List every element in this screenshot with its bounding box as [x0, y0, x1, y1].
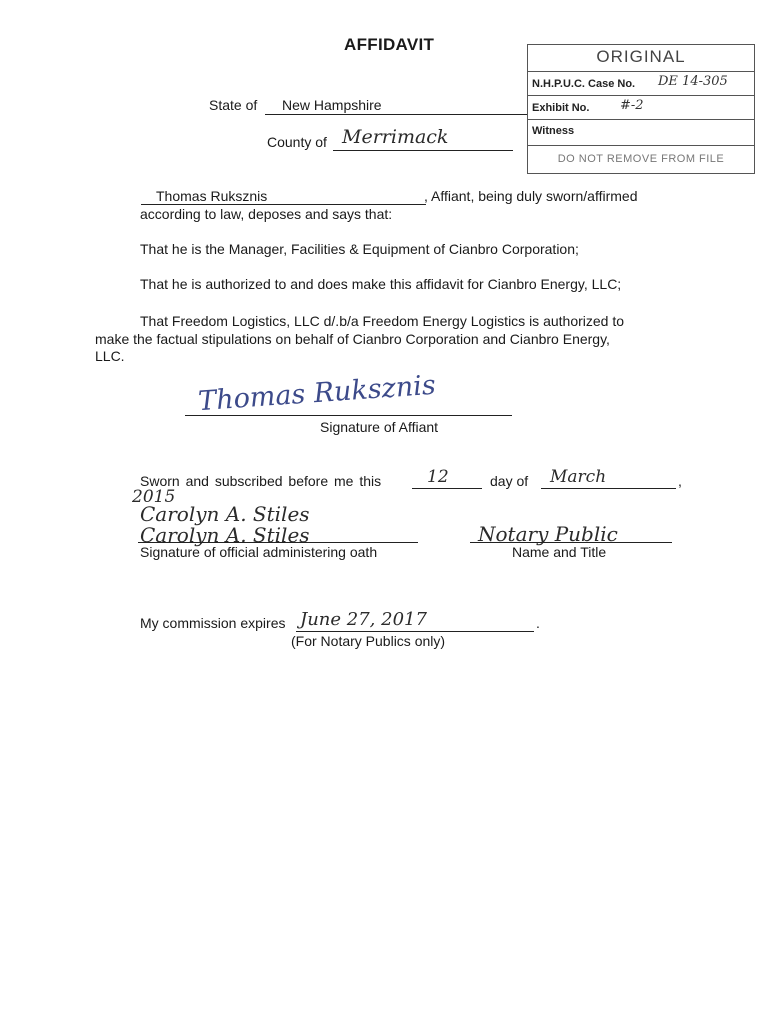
case-number-label: N.H.P.U.C. Case No.: [532, 78, 636, 90]
stamp-heading: ORIGINAL: [596, 47, 686, 66]
sworn-year: 2015: [132, 487, 176, 507]
exhibit-number-label: Exhibit No.: [532, 102, 590, 114]
state-label: State of: [209, 97, 258, 113]
statement-freedom-line2: make the factual stipulations on behalf of Cianbro Corporation and Cianbro Energy,: [95, 331, 610, 347]
statement-freedom-line1: That Freedom Logistics, LLC d/.b/a Freedom Energy Logistics is authorized to: [140, 313, 625, 329]
county-value: Merrimack: [342, 126, 449, 148]
affiant-name: Thomas Ruksznis: [156, 188, 268, 204]
affiant-signature-caption: Signature of Affiant: [320, 419, 439, 435]
commission-label: My commission expires: [140, 615, 286, 631]
sworn-prefix: Sworn and subscribed before me this: [140, 473, 382, 489]
official-signature-caption: Signature of official administering oath: [140, 544, 378, 560]
document-title: AFFIDAVIT: [344, 35, 435, 54]
case-number-value: DE 14-305: [658, 74, 728, 89]
exhibit-number-value: #-2: [620, 98, 644, 113]
commission-value: June 27, 2017: [300, 609, 427, 630]
affiant-sworn-text: , Affiant, being duly sworn/affirmed: [424, 188, 638, 204]
statement-freedom-line3: LLC.: [95, 348, 125, 364]
sworn-day: 12: [427, 467, 449, 487]
commission-period: .: [536, 615, 540, 631]
original-stamp: [527, 44, 755, 174]
affiant-signature: Thomas Ruksznis: [197, 369, 437, 418]
sworn-comma: ,: [678, 473, 682, 489]
sworn-day-label: day of: [490, 473, 529, 489]
affiant-deposes-text: according to law, deposes and says that:: [140, 206, 393, 222]
sworn-month: March: [550, 467, 607, 487]
official-signature-1: Carolyn A. Stiles: [140, 502, 310, 526]
official-signature-2: Carolyn A. Stiles: [140, 523, 310, 547]
commission-note: (For Notary Publics only): [291, 633, 446, 649]
state-value: New Hampshire: [282, 97, 382, 113]
official-title-caption: Name and Title: [512, 544, 607, 560]
witness-label: Witness: [532, 125, 575, 137]
stamp-footer: DO NOT REMOVE FROM FILE: [557, 153, 725, 165]
county-label: County of: [267, 134, 327, 150]
statement-manager: That he is the Manager, Facilities & Equipment of Cianbro Corporation;: [140, 241, 579, 257]
statement-authorized: That he is authorized to and does make this affidavit for Cianbro Energy, LLC;: [140, 276, 622, 292]
official-title-value: Notary Public: [478, 522, 618, 546]
